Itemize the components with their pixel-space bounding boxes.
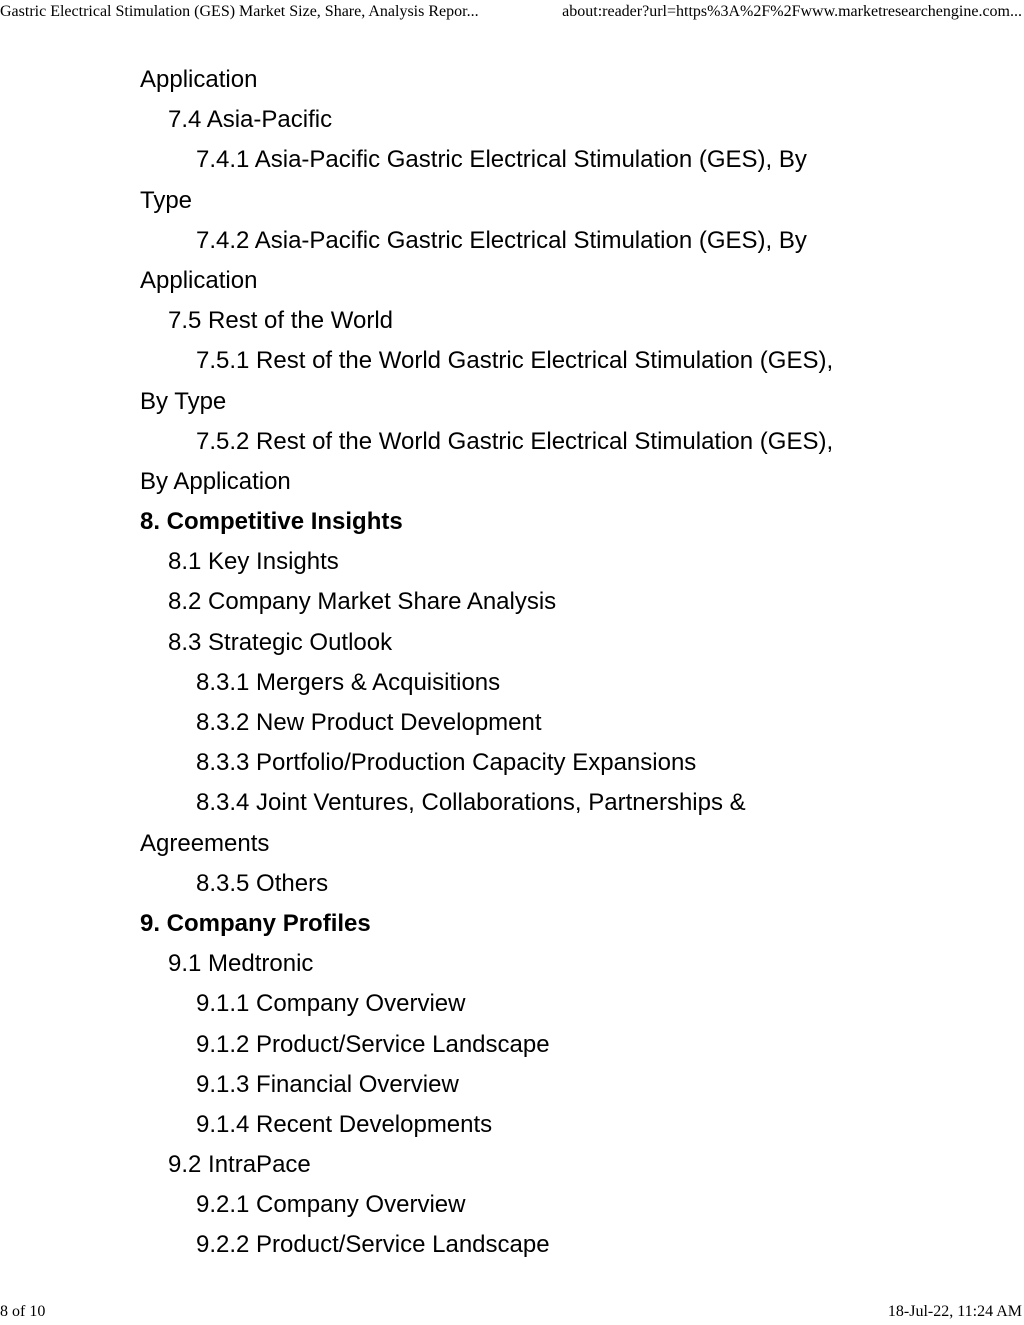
- toc-line: 8.3 Strategic Outlook: [168, 628, 393, 656]
- toc-line: Agreements: [140, 829, 270, 857]
- toc-line: 9.1.1 Company Overview: [196, 990, 466, 1018]
- page-number: 8 of 10: [0, 1303, 46, 1320]
- print-header: [0, 0, 1024, 30]
- toc-line: By Type: [140, 387, 227, 415]
- toc-line: 9.2.1 Company Overview: [196, 1191, 466, 1219]
- toc-line: 9.1.3 Financial Overview: [196, 1070, 459, 1098]
- toc-line: 8.1 Key Insights: [168, 548, 339, 576]
- toc-line: 7.4.1 Asia-Pacific Gastric Electrical Stimulation (GES), By: [196, 146, 807, 174]
- toc-line: 9.1.4 Recent Developments: [196, 1110, 493, 1138]
- toc-line: 7.5 Rest of the World: [168, 307, 393, 335]
- toc-line: 7.4.2 Asia-Pacific Gastric Electrical Stimulation (GES), By: [196, 226, 807, 254]
- print-footer: [0, 1299, 1024, 1325]
- toc-line: 7.5.1 Rest of the World Gastric Electrical Stimulation (GES),: [196, 347, 834, 375]
- toc-line: Type: [140, 186, 193, 214]
- toc-line: 7.4 Asia-Pacific: [168, 106, 333, 134]
- page-title: Gastric Electrical Stimulation (GES) Market Size, Share, Analysis Repor...: [0, 3, 479, 20]
- toc-line: Application: [140, 266, 258, 294]
- toc-line: 9.2 IntraPace: [168, 1151, 311, 1179]
- page-url: about:reader?url=https%3A%2F%2Fwww.marketresearchengine.com...: [562, 3, 1022, 20]
- toc-line: 8.2 Company Market Share Analysis: [168, 588, 557, 616]
- table-of-contents: [140, 60, 880, 1266]
- toc-line: 8.3.4 Joint Ventures, Collaborations, Partnerships &: [196, 789, 746, 817]
- toc-line: 9.1 Medtronic: [168, 950, 314, 978]
- print-timestamp: 18-Jul-22, 11:24 AM: [887, 1303, 1022, 1320]
- toc-section-heading: 9. Company Profiles: [140, 909, 371, 937]
- toc-line: 9.1.2 Product/Service Landscape: [196, 1030, 550, 1058]
- toc-line: 8.3.3 Portfolio/Production Capacity Expansions: [196, 749, 697, 777]
- toc-section-heading: 8. Competitive Insights: [140, 508, 403, 536]
- toc-line: By Application: [140, 467, 291, 495]
- toc-line: 8.3.5 Others: [196, 869, 329, 897]
- toc-line: 9.2.2 Product/Service Landscape: [196, 1231, 550, 1259]
- toc-line: 8.3.2 New Product Development: [196, 709, 542, 736]
- toc-line: Application: [140, 66, 258, 93]
- toc-line: 8.3.1 Mergers & Acquisitions: [196, 668, 501, 696]
- toc-line: 7.5.2 Rest of the World Gastric Electrical Stimulation (GES),: [196, 427, 834, 455]
